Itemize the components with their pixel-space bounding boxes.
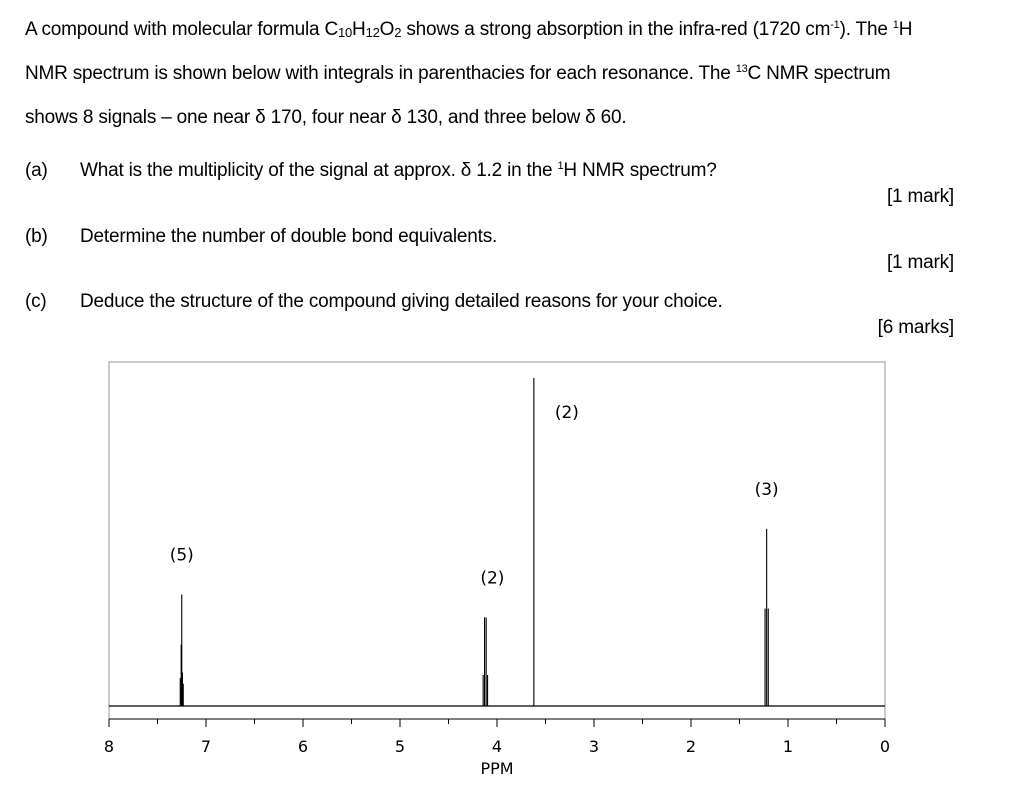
x-axis-label: PPM xyxy=(480,759,514,778)
part-a-marks: [1 mark] xyxy=(886,186,954,207)
part-c-marks: [6 marks] xyxy=(877,317,954,338)
integral-label: (3) xyxy=(754,479,779,500)
integral-label: (2) xyxy=(480,568,505,589)
part-b-marks: [1 mark] xyxy=(886,252,954,273)
x-tick-label: 4 xyxy=(491,737,503,756)
part-b-text: Determine the number of double bond equivalents. xyxy=(80,226,498,247)
x-tick-label: 7 xyxy=(200,737,212,756)
part-c-text: Deduce the structure of the compound giving detailed reasons for your choice. xyxy=(80,291,723,312)
x-tick-label: 6 xyxy=(297,737,309,756)
integral-label: (5) xyxy=(169,545,194,566)
x-tick-labels xyxy=(104,737,890,756)
integral-label: (2) xyxy=(554,403,579,423)
x-tick-label: 3 xyxy=(588,737,600,756)
x-tick-label: 0 xyxy=(879,737,891,756)
peaks xyxy=(180,378,768,706)
part-a-label: (a) xyxy=(25,160,48,181)
part-b-label: (b) xyxy=(25,226,48,247)
intro-line-3: shows 8 signals – one near δ 170, four near δ 130, and three below δ 60. xyxy=(25,107,627,128)
integral-labels xyxy=(170,403,779,588)
x-tick-label: 2 xyxy=(685,737,697,756)
x-tick-label: 8 xyxy=(103,737,115,756)
x-ticks xyxy=(109,719,885,727)
intro-line-1: A compound with molecular formula $C_{10}H_{12}O_2$ shows a strong absorption in the infra-red (1720 $cm^{-1}$). The $^1$H xyxy=(25,19,913,40)
x-tick-label: 5 xyxy=(394,737,406,756)
part-a-text: What is the multiplicity of the signal at approx. δ 1.2 in the $^1$H NMR spectrum? xyxy=(80,160,717,181)
intro-line-2: NMR spectrum is shown below with integrals in parenthacies for each resonance. The $^{13}$C NMR spectrum xyxy=(25,63,891,84)
x-tick-label: 1 xyxy=(782,737,794,756)
part-c-label: (c) xyxy=(25,291,47,312)
